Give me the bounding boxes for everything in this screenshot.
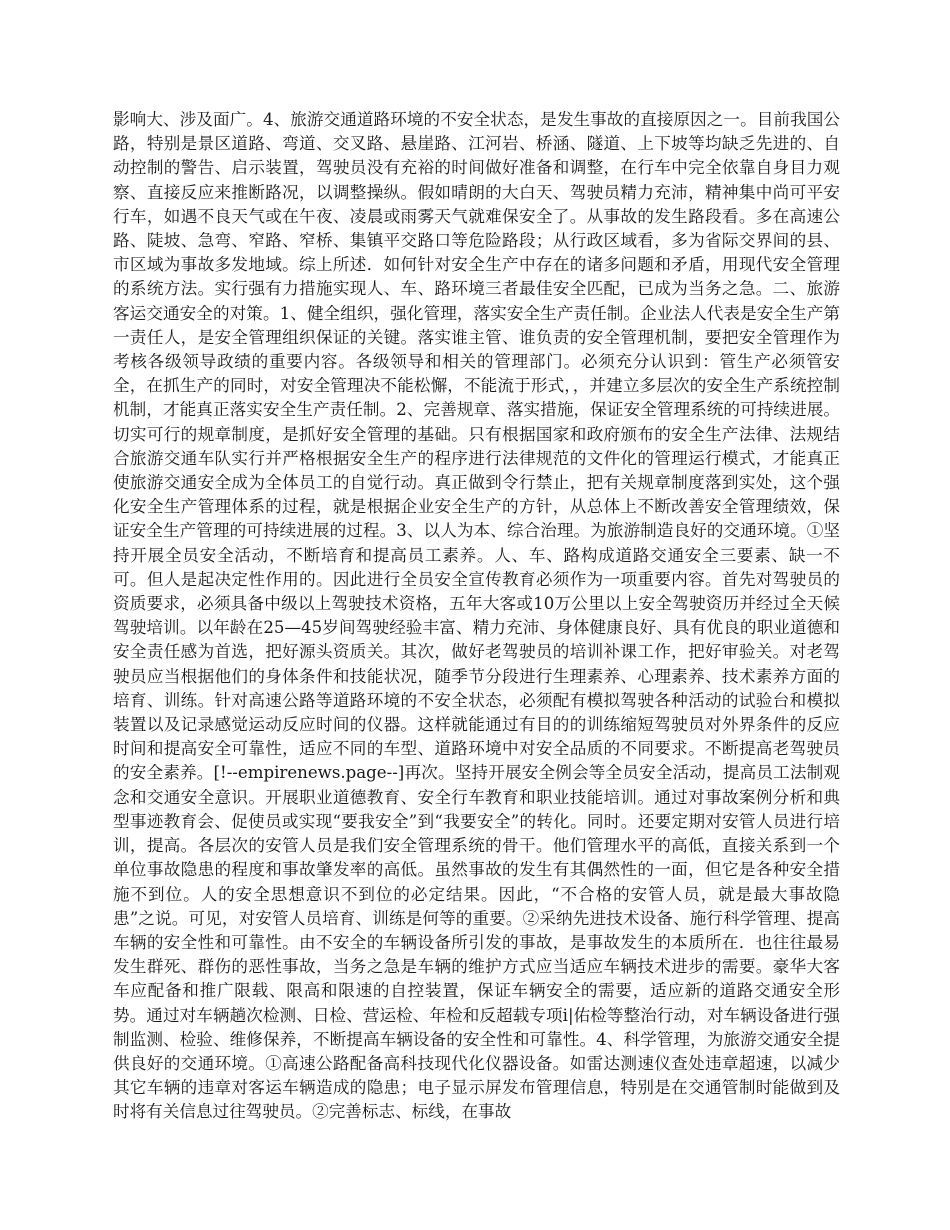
document-page	[113, 108, 840, 1125]
body-paragraph: 影响大、涉及面广。4、旅游交通道路环境的不安全状态，是发生事故的直接原因之一。目前我国公路，特别是景区道路、弯道、交叉路、悬崖路、江河岩、桥涵、隧道、上下坡等均缺乏先进的、自动控制的警告、启示装置，驾驶员没有充裕的时间做好准备和调整，在行车中完全依靠自身目力观察、直接反应来推断路况，以调整操纵。假如晴朗的大白天、驾驶员精力充沛，精神集中尚可平安行车，如遇不良天气或在午夜、凌晨或雨雾天气就难保安全了。从事故的发生路段看。多在高速公路、陡坡、急弯、窄路、窄桥、集镇平交路口等危险路段；从行政区域看，多为省际交界间的县、市区域为事故多发地域。综上所述．如何针对安全生产中存在的诸多问题和矛盾，用现代安全管理的系统方法。实行强有力措施实现人、车、路环境三者最佳安全匹配，已成为当务之急。二、旅游客运交通安全的对策。1、健全组织，强化管理，落实安全生产责任制。企业法人代表是安全生产第一责任人，是安全管理组织保证的关键。落实谁主管、谁负责的安全管理机制，要把安全管理作为考核各级领导政绩的重要内容。各级领导和相关的管理部门。必须充分认识到：管生产必须管安全，在抓生产的同时，对安全管理决不能松懈，不能流于形式，，并建立多层次的安全生产系统控制机制，才能真正落实安全生产责任制。2、完善规章、落实措施，保证安全管理系统的可持续进展。切实可行的规章制度，是抓好安全管理的基础。只有根据国家和政府颁布的安全生产法律、法规结合旅游交通车队实行并严格根据安全生产的程序进行法律规范的文件化的管理运行模式，才能真正使旅游交通安全成为全体员工的自觉行动。真正做到令行禁止，把有关规章制度落到实处，这个强化安全生产管理体系的过程，就是根据企业安全生产的方针，从总体上不断改善安全管理绩效，保证安全生产管理的可持续进展的过程。3、以人为本、综合治理。为旅游制造良好的交通环境。①坚持开展全员安全活动，不断培育和提高员工素养。人、车、路构成道路交通安全三要素、缺一不可。但人是起决定性作用的。因此进行全员安全宣传教育必须作为一项重要内容。首先对驾驶员的资质要求，必须具备中级以上驾驶技术资格，五年大客或10万公里以上安全驾驶资历并经过全天候驾驶培训。以年龄在25—45岁间驾驶经验丰富、精力充沛、身体健康良好、具有优良的职业道德和安全责任感为首选，把好源头资质关。其次，做好老驾驶员的培训补课工作，把好审验关。对老驾驶员应当根据他们的身体条件和技能状况，随季节分段进行生理素养、心理素养、技术素养方面的培育、训练。针对高速公路等道路环境的不安全状态，必须配有模拟驾驶各种活动的试验台和模拟装置以及记录感觉运动反应时间的仪器。这样就能通过有目的的训练缩短驾驶员对外界条件的反应时间和提高安全可靠性，适应不同的车型、道路环境中对安全品质的不同要求。不断提高老驾驶员的安全素养。[!--empirenews.page--]再次。坚持开展安全例会等全员安全活动，提高员工法制观念和交通安全意识。开展职业道德教育、安全行车教育和职业技能培训。通过对事故案例分析和典型事迹教育会、促使员或实现“要我安全”到“我要安全”的转化。同时。还要定期对安管人员进行培训，提高。各层次的安管人员是我们安全管理系统的骨干。他们管理水平的高低，直接关系到一个单位事故隐患的程度和事故肇发率的高低。虽然事故的发生有其偶然性的一面，但它是各种安全措施不到位。人的安全思想意识不到位的必定结果。因此，“不合格的安管人员，就是最大事故隐患”之说。可见，对安管人员培育、训练是何等的重要。②采纳先进技术设备、施行科学管理、提高车辆的安全性和可靠性。由不安全的车辆设备所引发的事故，是事故发生的本质所在．也往往最易发生群死、群伤的恶性事故，当务之急是车辆的维护方式应当适应车辆技术进步的需要。豪华大客车应配备和推广限载、限高和限速的自控装置，保证车辆安全的需要，适应新的道路交通安全形势。通过对车辆趟次检测、日检、营运检、年检和反超载专项i|佑检等整治行动，对车辆设备进行强制监测、检验、维修保养，不断提高车辆设备的安全性和可靠性。4、科学管理，为旅游交通安全提供良好的交通环境。①高速公路配备高科技现代化仪器设备。如雷达测速仪查处违章超速，以减少其它车辆的违章对客运车辆造成的隐患；电子显示屏发布管理信息，特别是在交通管制时能做到及时将有关信息过往驾驶员。②完善标志、标线，在事故	[113, 110, 840, 1122]
